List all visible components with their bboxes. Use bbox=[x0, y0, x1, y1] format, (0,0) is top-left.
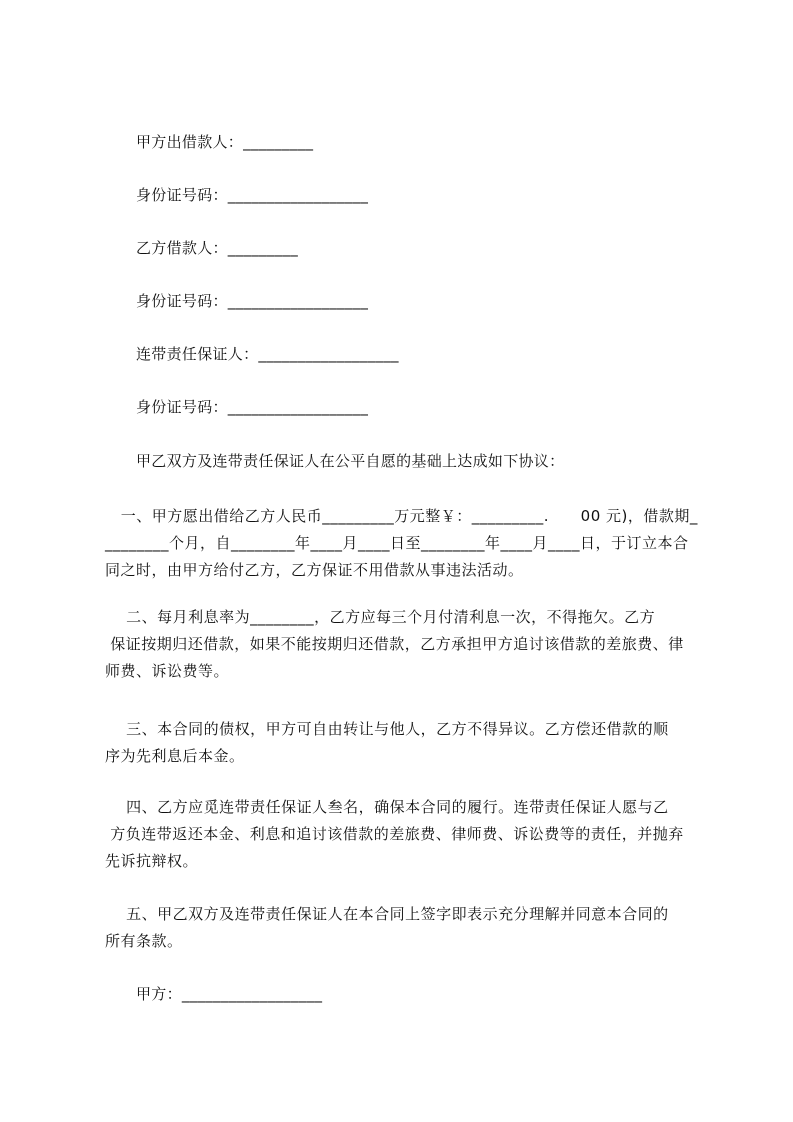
clause-4 bbox=[105, 794, 705, 875]
clause-4-line: 方负连带返还本金、利息和追讨该借款的差旅费、律师费、诉讼费等的责任，并抛弃 bbox=[105, 825, 684, 843]
clause-3-line: 三、本合同的债权，甲方可自由转让与他人，乙方不得异议。乙方偿还借款的顺 bbox=[105, 720, 669, 738]
borrower-id-field: 身份证号码：__________________ bbox=[136, 292, 369, 310]
lender-id-field: 身份证号码：__________________ bbox=[136, 186, 369, 204]
clause-1-line: 一、甲方愿出借给乙方人民币_________万元整￥：_________. 00 元)，借款期_ bbox=[105, 507, 698, 525]
clause-5-line: 所有条款。 bbox=[105, 932, 183, 950]
clause-5-line: 五、甲乙双方及连带责任保证人在本合同上签字即表示充分理解并同意本合同的 bbox=[105, 905, 669, 923]
agreement-intro: 甲乙双方及连带责任保证人在公平自愿的基础上达成如下协议： bbox=[136, 452, 565, 470]
clause-1-line: 同之时，由甲方给付乙方，乙方保证不用借款从事违法活动。 bbox=[105, 561, 524, 579]
clause-2 bbox=[105, 604, 705, 685]
clause-2-line: 保证按期归还借款，如果不能按期归还借款，乙方承担甲方追讨该借款的差旅费、律 bbox=[105, 635, 684, 653]
clause-1-line: ________个月，自________年____月____日至________年____月____日，于订立本合 bbox=[105, 534, 689, 552]
guarantor-id-field: 身份证号码：__________________ bbox=[136, 398, 369, 416]
borrower-field: 乙方借款人：_________ bbox=[136, 239, 299, 257]
party-a-signature: 甲方：__________________ bbox=[136, 985, 323, 1003]
lender-field: 甲方出借款人：_________ bbox=[136, 133, 314, 151]
clause-5 bbox=[105, 901, 705, 955]
clause-3-line: 序为先利息后本金。 bbox=[105, 747, 245, 765]
clause-1 bbox=[105, 503, 705, 584]
clause-2-line: 师费、诉讼费等。 bbox=[105, 662, 230, 680]
clause-3 bbox=[105, 716, 705, 770]
guarantor-field: 连带责任保证人：__________________ bbox=[136, 345, 399, 363]
clause-2-line: 二、每月利息率为________，乙方应每三个月付清利息一次，不得拖欠。乙方 bbox=[105, 608, 656, 626]
clause-4-line: 先诉抗辩权。 bbox=[105, 852, 199, 870]
clause-4-line: 四、乙方应觅连带责任保证人叁名，确保本合同的履行。连带责任保证人愿与乙 bbox=[105, 798, 669, 816]
